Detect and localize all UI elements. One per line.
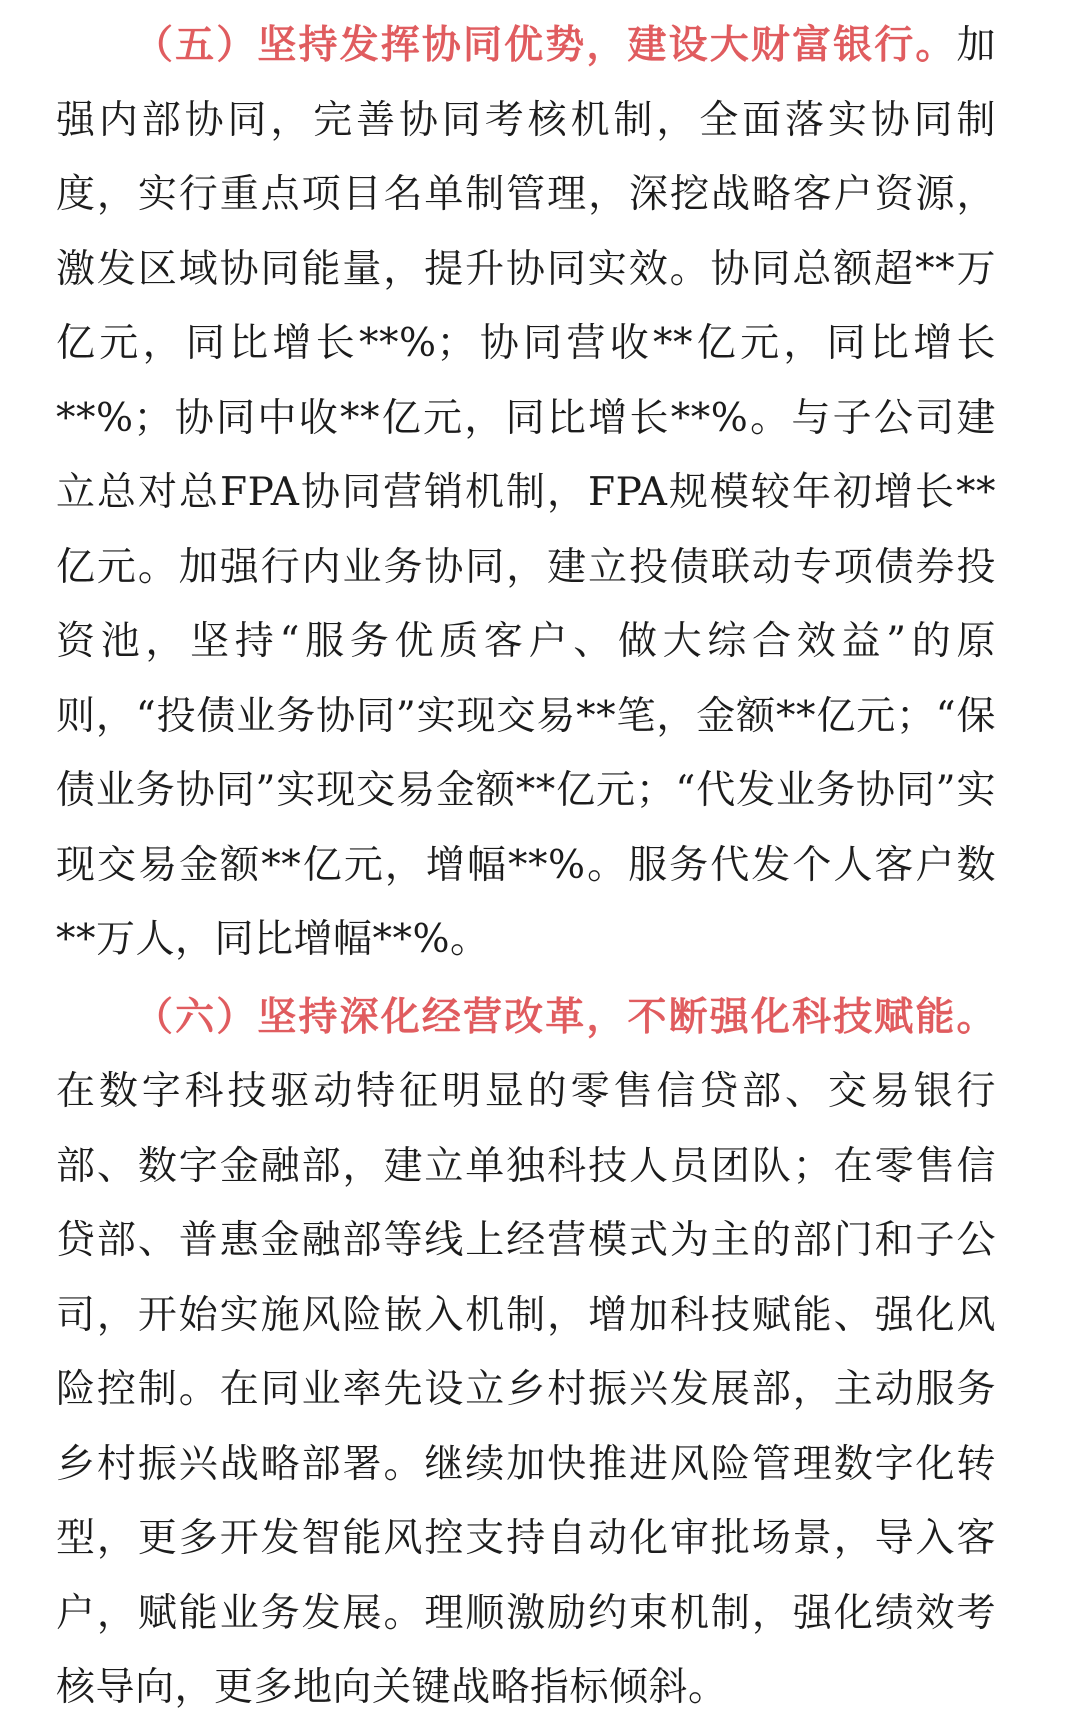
paragraph-five (56, 8, 996, 978)
paragraph-five-body: 加强内部协同，完善协同考核机制，全面落实协同制度，实行重点项目名单制管理，深挖战略客户资源，激发区域协同能量，提升协同实效。协同总额超**万亿元，同比增长**%；协同营收**亿元，同比增长**%；协同中收**亿元，同比增长**%。与子公司建立总对总FPA协同营销机制，FPA规模较年初增长**亿元。加强行内业务协同，建立投债联动专项债券投资池，坚持“服务优质客户、做大综合效益”的原则，“投债业务协同”实现交易**笔，金额**亿元；“保债业务协同”实现交易金额**亿元；“代发业务协同”实现交易金额**亿元，增幅**%。服务代发个人客户数**万人，同比增幅**%。 (56, 23, 996, 962)
paragraph-five-heading: （五）坚持发挥协同优势，建设大财富银行。 (134, 22, 957, 68)
paragraph-six-body: 在数字科技驱动特征明显的零售信贷部、交易银行部、数字金融部，建立单独科技人员团队；在零售信贷部、普惠金融部等线上经营模式为主的部门和子公司，开始实施风险嵌入机制，增加科技赋能、强化风险控制。在同业率先设立乡村振兴发展部，主动服务乡村振兴战略部署。继续加快推进风险管理数字化转型，更多开发智能风控支持自动化审批场景，导入客户，赋能业务发展。理顺激励约束机制，强化绩效考核导向，更多地向关键战略指标倾斜。 (56, 1069, 996, 1710)
paragraph-six-heading: （六）坚持深化经营改革，不断强化科技赋能。 (134, 993, 996, 1040)
paragraph-six (56, 980, 996, 1726)
